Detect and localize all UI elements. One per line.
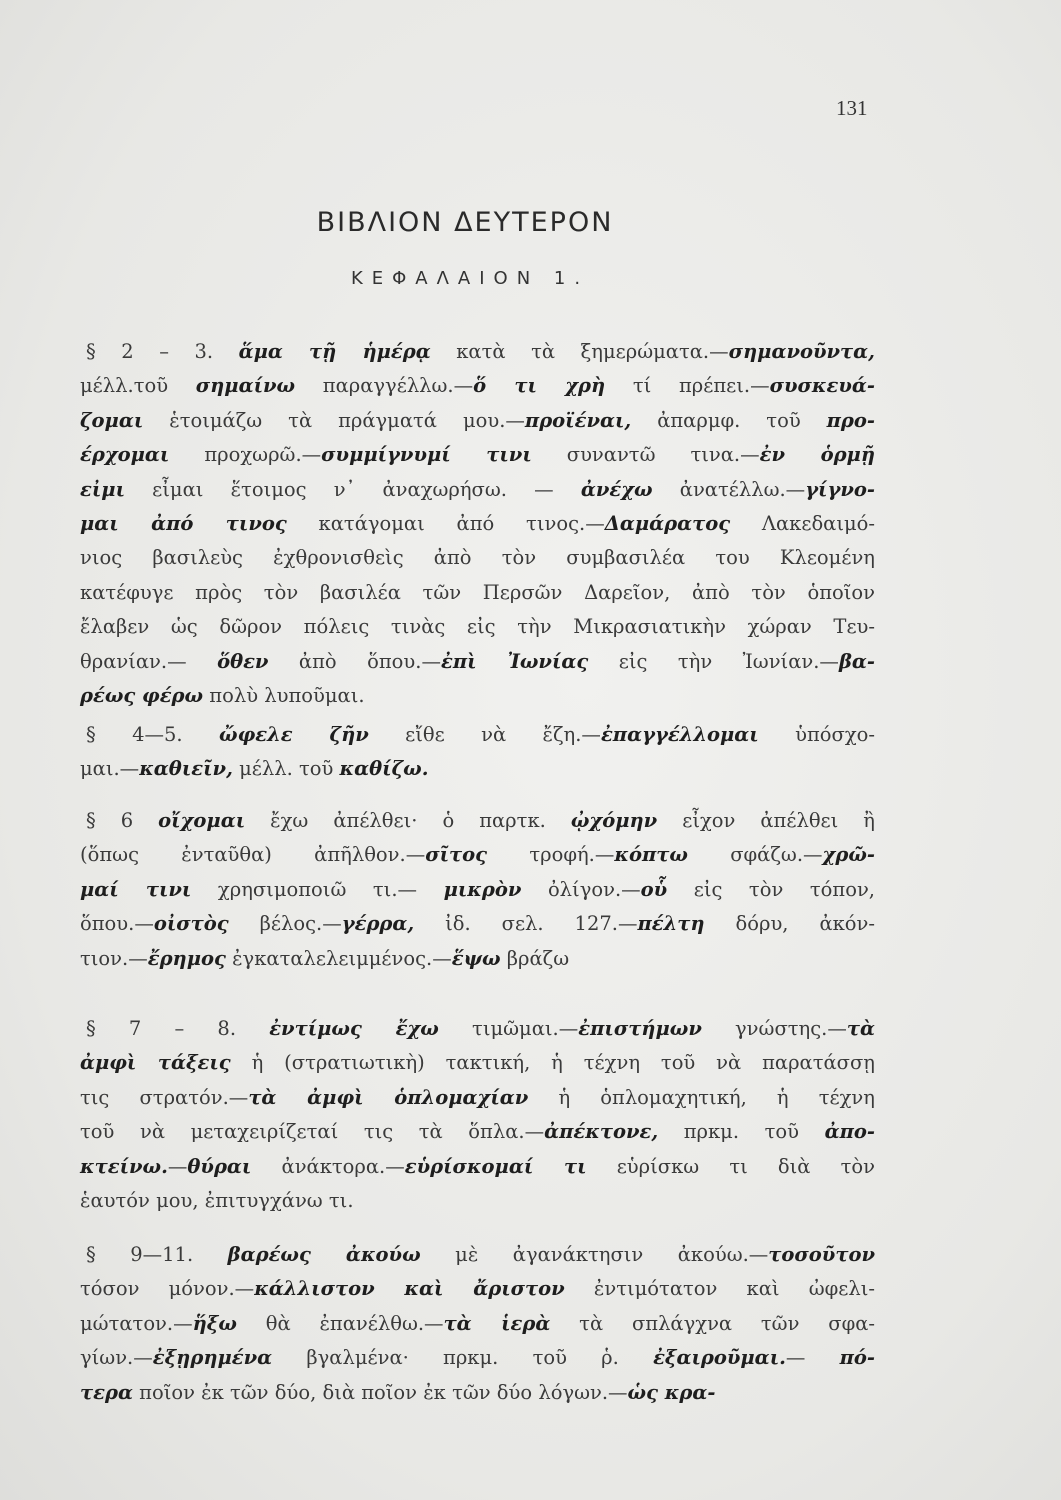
gloss-text: συναντῶ τινα.— [531, 443, 760, 467]
headword: Δαμάρατος [604, 512, 731, 536]
headword: θύραι [187, 1154, 252, 1178]
headword: ὤφελε ζῆν [219, 723, 369, 746]
headword: ἐπὶ Ἰωνίας [440, 649, 589, 673]
headword: προϊέναι, [524, 408, 632, 432]
gloss-text: θὰ ἐπανέλθω.— [236, 1311, 444, 1335]
headword: ἐπιστήμων [578, 1017, 702, 1040]
gloss-text: εἰς τὴν Ἰωνίαν.— [588, 649, 839, 673]
headword: χρῶ- [822, 843, 875, 867]
gloss-text: ἀνάκτορα.— [251, 1154, 405, 1178]
headword: σημανοῦντα, [728, 340, 875, 363]
text-line [80, 507, 875, 541]
gloss-text: εἶμαι ἕτοιμος ν᾽ ἀναχωρήσω. — [125, 477, 581, 501]
paragraph-4-5 [80, 718, 875, 787]
text-line [80, 438, 875, 472]
headword: ρέως φέρω [80, 684, 204, 708]
book-title: ΒΙΒΛΙΟΝ ΔΕΥΤΕΡΟΝ [316, 207, 614, 238]
gloss-text: ἐντιμότατον καὶ ὠφελι- [564, 1277, 875, 1301]
gloss-text: § 7 – 8. [86, 1017, 270, 1040]
gloss-text: κατάγομαι ἀπό τινος.— [286, 512, 605, 536]
text-line [80, 1184, 875, 1218]
headword: ᾠχόμην [570, 809, 658, 832]
headword: οὗ [640, 877, 668, 901]
headword: ἔρημος [147, 946, 226, 970]
gloss-text: τις στρατόν.— [80, 1085, 249, 1109]
chapter-heading: ΚΕΦΑΛΑΙΟΝ 1. [350, 268, 590, 289]
text-line [80, 1341, 875, 1375]
gloss-text: τί πρέπει.— [605, 374, 770, 398]
headword: έρχομαι [80, 443, 170, 467]
gloss-text: βράζω [500, 946, 570, 970]
headword: βα- [838, 649, 875, 673]
text-line [80, 1150, 875, 1184]
gloss-text: μώτατον.— [80, 1311, 193, 1335]
gloss-text: τοῦ νὰ μεταχειρίζεταί τις τὰ ὅπλα.— [80, 1120, 545, 1144]
gloss-text: — [167, 1154, 188, 1178]
gloss-text: πρκμ. τοῦ [658, 1120, 825, 1144]
gloss-text: δόρυ, ἀκόν- [704, 912, 875, 936]
text-line [80, 1272, 875, 1306]
gloss-text: χρησιμοποιῶ τι.— [191, 877, 444, 901]
gloss-text: εἰς τὸν τόπον, [667, 877, 875, 901]
headword: καθίζω. [339, 757, 429, 781]
gloss-text: ὅπου.— [80, 912, 154, 936]
text-line [80, 1115, 875, 1149]
gloss-text: πολὺ λυποῦμαι. [203, 684, 365, 708]
gloss-text: εἶχον ἀπέλθει ἢ [657, 809, 875, 832]
gloss-text: κατέφυγε πρὸς τὸν βασιλέα τῶν Περσῶν Δαρεῖον, ἀπὸ τὸν ὁποῖον [80, 580, 875, 604]
headword: ἕψω [451, 946, 501, 970]
gloss-text: ἔχω ἀπέλθει· ὁ παρτκ. [245, 809, 571, 832]
gloss-text: ἐγκαταλελειμμένος.— [225, 946, 452, 970]
text-line [80, 804, 875, 838]
gloss-text: ὑπόσχο- [758, 723, 875, 746]
gloss-text: ἀνατέλλω.— [652, 477, 806, 501]
gloss-text: ἔλαβεν ὡς δῶρον πόλεις τινὰς εἰς τὴν Μικρασιατικὴν χώραν Τευ- [80, 615, 875, 639]
headword: εὑρίσκομαί τι [404, 1154, 587, 1178]
text-line [80, 679, 875, 713]
headword: ἐξαιροῦμαι. [653, 1346, 786, 1370]
headword: εἰμι [80, 477, 125, 501]
headword: κάλλιστον καὶ ἄριστον [254, 1277, 565, 1301]
headword: καθιεῖν, [139, 757, 233, 781]
headword: τερα [80, 1380, 133, 1404]
gloss-text: θρανίαν.— [80, 649, 218, 673]
headword: τοσοῦτον [768, 1243, 875, 1266]
gloss-text: Λακεδαιμό- [730, 512, 876, 536]
headword: οἰστὸς [153, 912, 229, 936]
headword: ἀπέκτονε, [544, 1120, 659, 1144]
gloss-text: § 2 – 3. [86, 340, 239, 363]
headword: πέλτη [637, 912, 705, 936]
text-line [80, 1012, 875, 1046]
gloss-text: μαι.— [80, 757, 140, 781]
gloss-text: τροφή.— [487, 843, 615, 867]
gloss-text: εἴθε νὰ ἔζη.— [368, 723, 601, 746]
paragraph-6 [80, 804, 875, 976]
headword: ἀμφὶ τάξεις [80, 1051, 231, 1075]
gloss-text: τόσον μόνον.— [80, 1277, 255, 1301]
gloss-text: τὰ σπλάγχνα τῶν σφα- [550, 1311, 875, 1335]
gloss-text: § 6 [86, 809, 159, 832]
gloss-text: εὑρίσκω τι διὰ τὸν [586, 1154, 875, 1178]
gloss-text: βγαλμένα· πρκμ. τοῦ ῥ. [272, 1346, 654, 1370]
text-line [80, 645, 875, 679]
text-line [80, 1046, 875, 1080]
gloss-text: ἀπὸ ὅπου.— [268, 649, 441, 673]
text-line [80, 752, 875, 786]
text-line [80, 576, 875, 610]
text-line [80, 473, 875, 507]
gloss-text: μὲ ἀγανάκτησιν ἀκούω.— [420, 1243, 769, 1266]
headword: τὰ ἀμφὶ ὁπλομαχίαν [248, 1085, 529, 1109]
headword: μαι ἀπό τινος [80, 512, 287, 536]
gloss-text: — [785, 1346, 840, 1370]
text-line [80, 1307, 875, 1341]
text-line [80, 838, 875, 872]
headword: οἴχομαι [158, 809, 246, 832]
text-line [80, 942, 875, 976]
headword: ὡς κρα- [627, 1380, 716, 1404]
text-line [80, 718, 875, 752]
gloss-text: ἑτοιμάζω τὰ πράγματά μου.— [143, 408, 525, 432]
gloss-text: ἡ (στρατιωτικὴ) τακτική, ἡ τέχνη τοῦ νὰ παρατάσσῃ [230, 1051, 875, 1075]
paragraph-2-3 [80, 335, 875, 713]
gloss-text: (ὅπως ἐνταῦθα) ἀπῆλθον.— [80, 843, 426, 867]
headword: ὅ τι χρὴ [473, 374, 606, 398]
headword: γίγνο- [805, 477, 875, 501]
headword: ζομαι [80, 408, 144, 432]
gloss-text: ἡ ὁπλομαχητική, ἡ τέχνη [528, 1085, 875, 1109]
gloss-text: § 4—5. [86, 723, 219, 746]
text-line [80, 541, 875, 575]
gloss-text: κατὰ τὰ ξημερώματα.— [430, 340, 729, 363]
gloss-text: γνώστης.— [701, 1017, 847, 1040]
gloss-text: ἰδ. σελ. 127.— [414, 912, 638, 936]
text-line [80, 1376, 875, 1410]
headword: ἅμα τῇ ἡμέρᾳ [238, 340, 431, 363]
gloss-text: γίων.— [80, 1346, 153, 1370]
gloss-text: § 9—11. [86, 1243, 228, 1266]
headword: σημαίνω [195, 374, 296, 398]
headword: τὰ ἱερὰ [443, 1311, 551, 1335]
headword: προ- [826, 408, 875, 432]
gloss-text: προχωρῶ.— [169, 443, 322, 467]
headword: συσκευά- [769, 374, 875, 398]
headword: βαρέως ἀκούω [227, 1243, 421, 1266]
text-line [80, 907, 875, 941]
headword: μαί τινι [80, 877, 192, 901]
text-line [80, 1081, 875, 1115]
gloss-text: σφάζω.— [687, 843, 823, 867]
gloss-text: νιος βασιλεὺς ἐχθρονισθεὶς ἀπὸ τὸν συμβασιλέα του Κλεομένη [80, 546, 875, 570]
gloss-text: ὀλίγον.— [521, 877, 641, 901]
text-line [80, 610, 875, 644]
text-line [80, 369, 875, 403]
headword: ἐξῃρημένα [152, 1346, 273, 1370]
text-line [80, 873, 875, 907]
text-line [80, 404, 875, 438]
headword: κόπτω [614, 843, 688, 867]
headword: μικρὸν [443, 877, 522, 901]
headword: ἀπο- [824, 1120, 875, 1144]
headword: σῖτος [425, 843, 488, 867]
gloss-text: τιον.— [80, 946, 148, 970]
text-line [80, 1238, 875, 1272]
headword: γέρρα, [341, 912, 415, 936]
headword: ὅθεν [217, 649, 269, 673]
gloss-text: ἀπαρμφ. τοῦ [631, 408, 827, 432]
gloss-text: ἑαυτόν μου, ἐπιτυγχάνω τι. [80, 1189, 354, 1213]
headword: ἥξω [192, 1311, 237, 1335]
headword: κτείνω. [80, 1154, 168, 1178]
gloss-text: βέλος.— [228, 912, 342, 936]
gloss-text: μέλλ. τοῦ [232, 757, 340, 781]
page-number: 131 [836, 96, 868, 120]
headword: ἐντίμως ἔχω [269, 1017, 439, 1040]
headword: ἐπαγγέλλομαι [600, 723, 759, 746]
headword: ἐν ὁρμῇ [759, 443, 875, 467]
paragraph-9-11 [80, 1238, 875, 1410]
headword: πό- [839, 1346, 876, 1370]
gloss-text: τιμῶμαι.— [438, 1017, 579, 1040]
headword: ἀνέχω [580, 477, 653, 501]
gloss-text: ποῖον ἐκ τῶν δύο, διὰ ποῖον ἐκ τῶν δύο λόγων.— [132, 1380, 628, 1404]
text-line [80, 335, 875, 369]
headword: συμμίγνυμί τινι [321, 443, 532, 467]
paragraph-7-8 [80, 1012, 875, 1218]
headword: τὰ [846, 1017, 875, 1040]
gloss-text: μέλλ.τοῦ [80, 374, 196, 398]
gloss-text: παραγγέλλω.— [295, 374, 474, 398]
